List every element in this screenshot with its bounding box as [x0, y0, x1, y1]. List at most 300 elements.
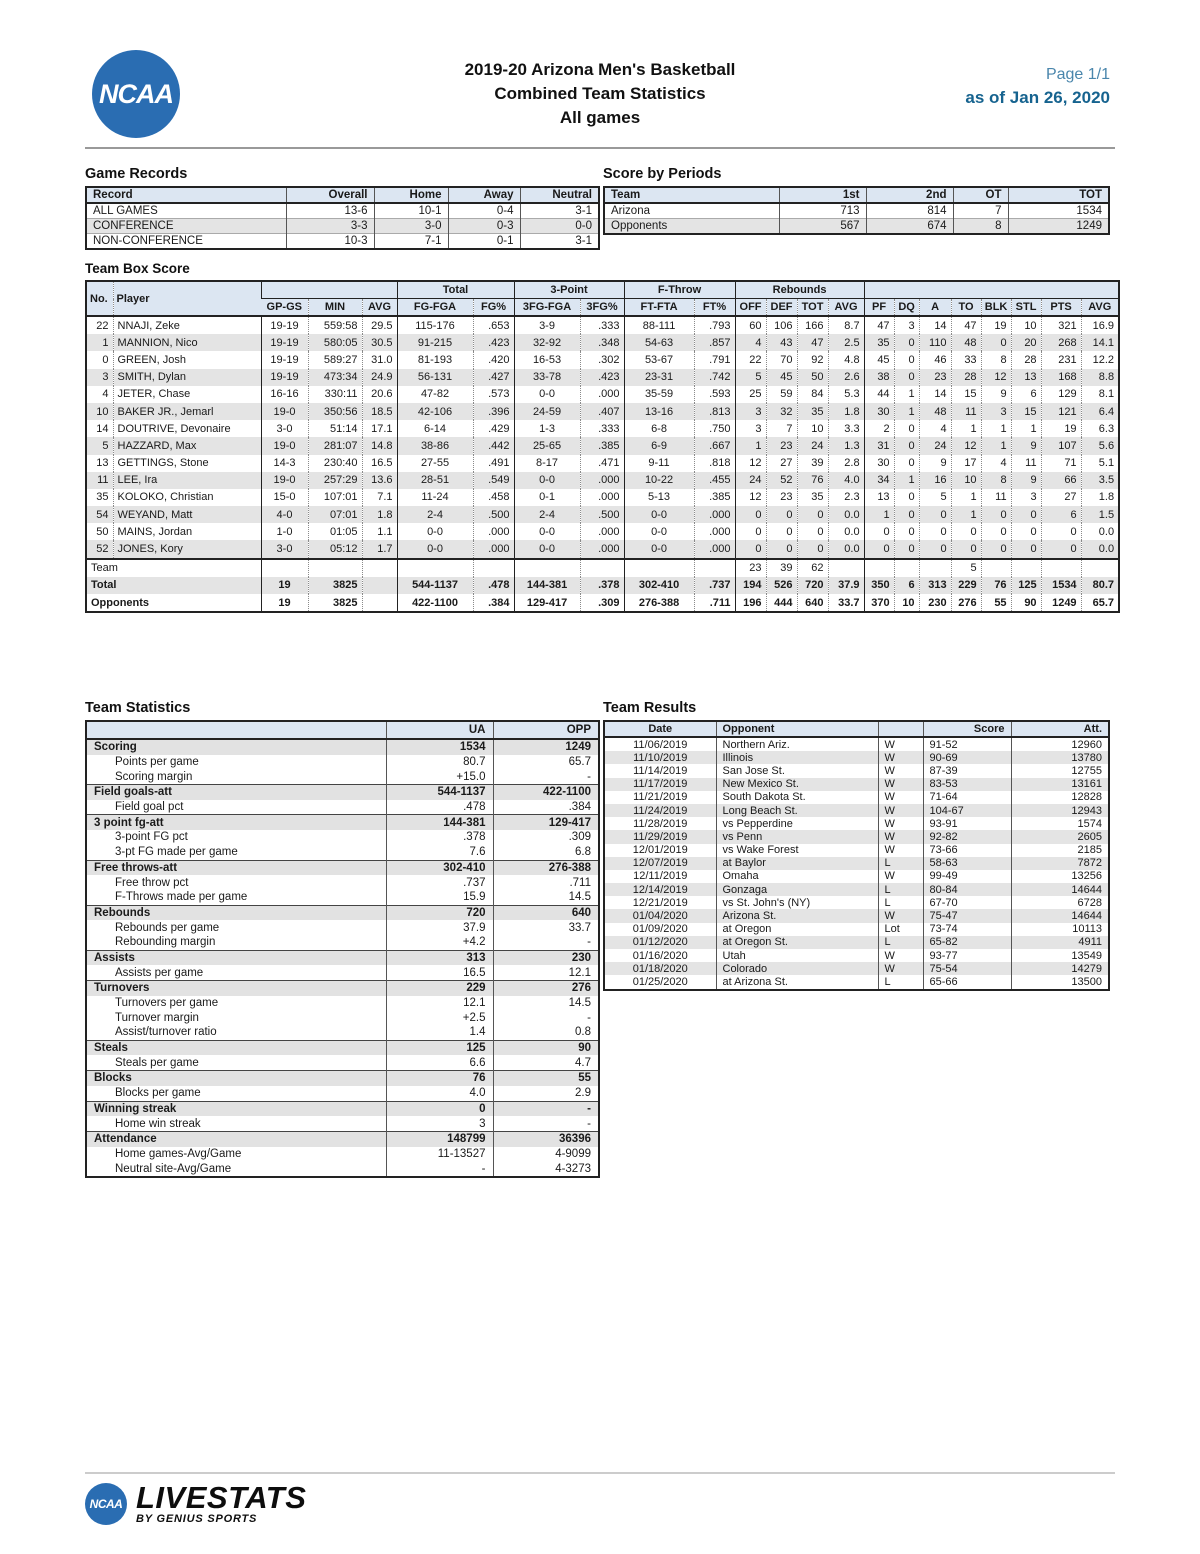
cell: 0	[766, 523, 797, 540]
cell: 10-22	[624, 472, 694, 489]
table-row	[86, 800, 599, 815]
cell: 50	[96, 525, 109, 538]
cell: .423	[580, 369, 624, 386]
group-header-row	[86, 281, 1119, 299]
cell: 23	[766, 489, 797, 506]
cell: 32-92	[514, 334, 580, 351]
cell: 0-0	[624, 506, 694, 523]
group-header-rebounds: Rebounds	[735, 281, 864, 299]
cell: 3825	[308, 594, 362, 612]
cell: 0	[735, 506, 766, 523]
cell: 10	[1011, 316, 1041, 334]
cell: .000	[580, 489, 624, 506]
cell: 01/16/2020	[632, 949, 688, 962]
cell: 01:05	[308, 523, 362, 540]
cell: 19-19	[261, 316, 308, 334]
cell: 60	[735, 316, 766, 334]
table-row	[86, 420, 1119, 437]
col-header: Home	[374, 187, 448, 203]
cell: 104-67	[923, 804, 1011, 817]
cell: 38	[864, 369, 894, 386]
cell: 52	[766, 472, 797, 489]
cell: 45	[766, 369, 797, 386]
table-row	[604, 857, 1109, 870]
cell: 16-53	[514, 351, 580, 368]
cell: 28	[1011, 351, 1041, 368]
cell: 12/11/2019	[633, 870, 688, 883]
table-row	[604, 817, 1109, 830]
cell: 1534	[1008, 203, 1109, 219]
cell: 1	[981, 437, 1011, 454]
cell: 720	[386, 905, 493, 920]
cell: 129-417	[493, 815, 599, 830]
cell: 34	[864, 472, 894, 489]
cell: 0	[894, 334, 919, 351]
col-header: MIN	[308, 299, 362, 317]
cell: 3825	[308, 577, 362, 594]
cell: 14-3	[261, 455, 308, 472]
col-header: STL	[1011, 299, 1041, 317]
cell: 0	[894, 523, 919, 540]
cell: 0	[981, 523, 1011, 540]
cell: Arizona St.	[716, 909, 878, 922]
cell: .384	[493, 800, 599, 815]
table-row	[86, 386, 1119, 403]
cell: 567	[779, 219, 866, 235]
cell: 350:56	[308, 403, 362, 420]
cell: 3-0	[374, 219, 448, 234]
cell: .309	[580, 594, 624, 612]
cell: San Jose St.	[716, 764, 878, 777]
cell: .000	[694, 540, 735, 558]
cell: 580:05	[308, 334, 362, 351]
cell: .667	[694, 437, 735, 454]
col-header: OT	[953, 187, 1008, 203]
cell: 0-0	[520, 219, 599, 234]
cell: 8	[981, 351, 1011, 368]
col-header: Away	[448, 187, 520, 203]
cell: 16.9	[1081, 316, 1119, 334]
cell: 720	[797, 577, 828, 594]
cell: 0	[894, 369, 919, 386]
cell: 27	[766, 455, 797, 472]
cell: .000	[473, 523, 514, 540]
cell: 11	[981, 489, 1011, 506]
cell: 44	[864, 386, 894, 403]
col-header: FT%	[694, 299, 735, 317]
cell: 8	[953, 219, 1008, 235]
cell: .791	[694, 351, 735, 368]
cell: 5	[951, 559, 981, 577]
cell: 24-59	[514, 403, 580, 420]
ncaa-logo-text: NCAA	[99, 78, 173, 109]
cell: 33-78	[514, 369, 580, 386]
cell: -	[493, 1010, 599, 1025]
cell: 0	[735, 540, 766, 558]
cell	[894, 559, 919, 577]
col-header-att: Att.	[1011, 721, 1109, 737]
cell: 0-0	[397, 523, 473, 540]
cell: 1.3	[828, 437, 864, 454]
cell: 13-6	[286, 203, 374, 219]
cell: 422-1100	[493, 785, 599, 800]
cell: 45	[864, 351, 894, 368]
table-row	[86, 577, 1119, 594]
table-row	[86, 1040, 599, 1055]
cell: 0	[981, 506, 1011, 523]
cell: 66	[1041, 472, 1081, 489]
cell: 16-16	[261, 386, 308, 403]
cell: Winning streak	[86, 1101, 386, 1116]
livestats-wordmark	[136, 1480, 307, 1525]
cell: W	[878, 737, 923, 751]
cell: 07:01	[308, 506, 362, 523]
cell: 3-0	[261, 420, 308, 437]
cell: 0	[797, 506, 828, 523]
cell: 106	[766, 316, 797, 334]
cell: 37.9	[828, 577, 864, 594]
cell: 0	[894, 455, 919, 472]
cell: 3	[981, 403, 1011, 420]
cell: Rebounding margin	[115, 936, 216, 949]
game-records-table	[85, 186, 600, 250]
cell: Home win streak	[115, 1117, 201, 1130]
cell: Colorado	[716, 962, 878, 975]
col-header: Neutral	[520, 187, 599, 203]
cell: 11/21/2019	[633, 791, 688, 804]
cell: .750	[694, 420, 735, 437]
cell: 35-59	[624, 386, 694, 403]
cell	[514, 559, 580, 577]
cell: 10113	[1011, 923, 1109, 936]
cell: 1	[981, 420, 1011, 437]
cell: MANNION, Nico	[113, 334, 261, 351]
cell: 230	[919, 594, 951, 612]
title-line1: 2019-20 Arizona Men's Basketball	[464, 60, 736, 79]
cell: .420	[473, 351, 514, 368]
cell: 39	[797, 455, 828, 472]
cell: 8.8	[1081, 369, 1119, 386]
col-header-player: Player	[113, 281, 261, 316]
cell: W	[878, 870, 923, 883]
cell: 0-0	[514, 540, 580, 558]
cell: 37.9	[386, 920, 493, 935]
table-row	[86, 785, 599, 800]
cell: 18.5	[362, 403, 397, 420]
cell: 1	[864, 506, 894, 523]
team-statistics-title: Team Statistics	[85, 700, 191, 716]
cell: 4-3273	[493, 1161, 599, 1177]
table-row	[86, 403, 1119, 420]
cell: -	[493, 935, 599, 950]
cell: 229	[386, 981, 493, 996]
col-header: Record	[86, 187, 286, 203]
col-header: TO	[951, 299, 981, 317]
cell: Scoring	[86, 739, 386, 755]
cell: 125	[386, 1040, 493, 1055]
cell: 52	[96, 543, 109, 556]
cell: 19	[981, 316, 1011, 334]
cell: 6	[894, 577, 919, 594]
cell: 33	[951, 351, 981, 368]
cell: .396	[473, 403, 514, 420]
cell: 80-84	[923, 883, 1011, 896]
cell	[397, 559, 473, 577]
cell: 3-9	[514, 316, 580, 334]
cell: 47	[951, 316, 981, 334]
cell: 35	[797, 489, 828, 506]
cell: SMITH, Dylan	[113, 369, 261, 386]
col-header-date: Date	[604, 721, 716, 737]
cell: 11	[97, 474, 109, 487]
table-row	[86, 523, 1119, 540]
cell: 350	[864, 577, 894, 594]
cell: 115-176	[397, 316, 473, 334]
page-title	[300, 58, 900, 130]
table-row	[86, 1025, 599, 1040]
cell: 3	[894, 316, 919, 334]
cell: 76	[797, 472, 828, 489]
table-row	[86, 981, 599, 996]
cell: GREEN, Josh	[113, 351, 261, 368]
cell: Points per game	[115, 756, 199, 769]
cell: 36396	[493, 1131, 599, 1146]
cell: 4911	[1011, 936, 1109, 949]
cell: 05:12	[308, 540, 362, 558]
cell: 1249	[493, 739, 599, 755]
cell: 16	[919, 472, 951, 489]
cell: -	[386, 1161, 493, 1177]
cell: 3	[735, 420, 766, 437]
cell: 15-0	[261, 489, 308, 506]
cell: 59	[766, 386, 797, 403]
table-row	[86, 316, 1119, 334]
cell: 330:11	[308, 386, 362, 403]
cell: L	[878, 896, 923, 909]
box-score-title: Team Box Score	[85, 261, 190, 276]
cell: 12.1	[493, 965, 599, 980]
cell: .000	[694, 523, 735, 540]
cell: 13	[864, 489, 894, 506]
cell: 67-70	[923, 896, 1011, 909]
cell: 65-82	[923, 936, 1011, 949]
game-records-title: Game Records	[85, 166, 188, 182]
cell	[864, 559, 894, 577]
cell: 3-point FG pct	[115, 831, 188, 844]
col-header-score: Score	[923, 721, 1011, 737]
cell: -	[493, 1116, 599, 1131]
group-spacer	[261, 281, 397, 299]
cell: 19-0	[261, 472, 308, 489]
cell: 0-0	[514, 472, 580, 489]
cell: 65.7	[493, 755, 599, 770]
cell: Northern Ariz.	[716, 737, 878, 751]
table-row	[86, 1086, 599, 1101]
cell: 92-82	[923, 830, 1011, 843]
col-header-no: No.	[86, 281, 113, 316]
cell	[1011, 559, 1041, 577]
ncaa-footer-text: NCAA	[89, 1497, 123, 1511]
cell	[1081, 559, 1119, 577]
cell: 3-pt FG made per game	[115, 846, 238, 859]
cell: 43	[766, 334, 797, 351]
cell: 4.0	[386, 1086, 493, 1101]
cell: 11/29/2019	[633, 830, 688, 843]
table-row	[86, 1071, 599, 1086]
cell: .385	[580, 437, 624, 454]
cell: 4	[919, 420, 951, 437]
cell: 6-9	[624, 437, 694, 454]
cell: 38-86	[397, 437, 473, 454]
cell: 29.5	[362, 316, 397, 334]
cell: 33.7	[828, 594, 864, 612]
cell: 5-13	[624, 489, 694, 506]
cell: 01/04/2020	[632, 910, 688, 923]
cell: 276-388	[493, 860, 599, 875]
cell: 544-1137	[386, 785, 493, 800]
cell: L	[878, 975, 923, 989]
cell: 4	[102, 388, 109, 401]
cell: 0	[894, 420, 919, 437]
cell: 56-131	[397, 369, 473, 386]
cell: 473:34	[308, 369, 362, 386]
cell: 1	[951, 489, 981, 506]
cell: Attendance	[86, 1131, 386, 1146]
cell: 313	[919, 577, 951, 594]
page-info	[965, 64, 1110, 110]
cell: New Mexico St.	[716, 778, 878, 791]
cell: at Arizona St.	[716, 975, 878, 989]
cell: 14644	[1011, 883, 1109, 896]
cell: 2.6	[828, 369, 864, 386]
cell: 14279	[1011, 962, 1109, 975]
cell: F-Throws made per game	[115, 891, 248, 904]
cell: 8.7	[828, 316, 864, 334]
cell: 313	[386, 950, 493, 965]
cell: 0	[1011, 506, 1041, 523]
cell: LEE, Ira	[113, 472, 261, 489]
cell: 0	[894, 437, 919, 454]
cell: 23	[766, 437, 797, 454]
cell: .427	[473, 369, 514, 386]
cell: 674	[866, 219, 953, 235]
cell: 5.3	[828, 386, 864, 403]
col-header: Overall	[286, 187, 374, 203]
cell: WEYAND, Matt	[113, 506, 261, 523]
cell: 3-0	[261, 540, 308, 558]
cell: .000	[473, 540, 514, 558]
col-header: OFF	[735, 299, 766, 317]
cell: 12	[735, 489, 766, 506]
cell: 10	[96, 405, 109, 418]
team-results-section	[603, 700, 1108, 991]
cell: NON-CONFERENCE	[86, 234, 286, 250]
cell: Steals per game	[115, 1056, 199, 1069]
cell: 5	[735, 369, 766, 386]
cell: 12960	[1011, 737, 1109, 751]
col-header: DQ	[894, 299, 919, 317]
cell: 11/10/2019	[633, 751, 688, 764]
col-header-opponent: Opponent	[716, 721, 878, 737]
cell: CONFERENCE	[86, 219, 286, 234]
cell: 7872	[1011, 857, 1109, 870]
cell: 54-63	[624, 334, 694, 351]
cell: 30.5	[362, 334, 397, 351]
table-row	[86, 594, 1119, 612]
cell: 230:40	[308, 455, 362, 472]
team-statistics-section	[85, 700, 598, 1178]
cell: 1	[735, 437, 766, 454]
cell: 28-51	[397, 472, 473, 489]
cell: Gonzaga	[716, 883, 878, 896]
cell: 50	[797, 369, 828, 386]
cell: 24	[919, 437, 951, 454]
cell: 0-0	[624, 523, 694, 540]
cell: 4.8	[828, 351, 864, 368]
cell: 0	[894, 489, 919, 506]
cell: 73-74	[923, 923, 1011, 936]
col-header-wl	[878, 721, 923, 737]
cell: 9-11	[624, 455, 694, 472]
table-row	[604, 830, 1109, 843]
cell: 0.0	[828, 523, 864, 540]
cell: 0.0	[828, 540, 864, 558]
table-row	[86, 755, 599, 770]
table-row	[86, 1010, 599, 1025]
cell: 25	[735, 386, 766, 403]
table-row	[604, 949, 1109, 962]
cell: .309	[493, 830, 599, 845]
table-row	[86, 1116, 599, 1131]
cell: 11-24	[397, 489, 473, 506]
cell: 48	[919, 403, 951, 420]
cell: 83-53	[923, 778, 1011, 791]
table-row	[86, 830, 599, 845]
cell: 129-417	[514, 594, 580, 612]
cell: +4.2	[386, 935, 493, 950]
cell: 14.1	[1081, 334, 1119, 351]
cell: 12/21/2019	[632, 896, 688, 909]
cell: 84	[797, 386, 828, 403]
cell: Team	[86, 559, 261, 577]
cell: 6.4	[1081, 403, 1119, 420]
cell: 11/24/2019	[633, 804, 688, 817]
cell: 22	[735, 351, 766, 368]
cell: 1	[951, 506, 981, 523]
cell: 5.6	[1081, 437, 1119, 454]
cell: 19-19	[261, 334, 308, 351]
cell: 90	[493, 1040, 599, 1055]
cell: 1	[102, 336, 109, 349]
cell: 14644	[1011, 909, 1109, 922]
cell: L	[878, 883, 923, 896]
col-header: 3FG%	[580, 299, 624, 317]
table-row	[86, 965, 599, 980]
cell: 13161	[1011, 778, 1109, 791]
cell: 814	[866, 203, 953, 219]
as-of-date: as of Jan 26, 2020	[965, 88, 1110, 107]
cell: Lot	[878, 923, 923, 936]
cell: 194	[735, 577, 766, 594]
cell: 6-8	[624, 420, 694, 437]
cell: 27-55	[397, 455, 473, 472]
cell: KOLOKO, Christian	[113, 489, 261, 506]
col-header: Team	[604, 187, 779, 203]
cell: .711	[694, 594, 735, 612]
cell: 5.1	[1081, 455, 1119, 472]
table-row	[86, 845, 599, 860]
cell: 0.0	[1081, 523, 1119, 540]
